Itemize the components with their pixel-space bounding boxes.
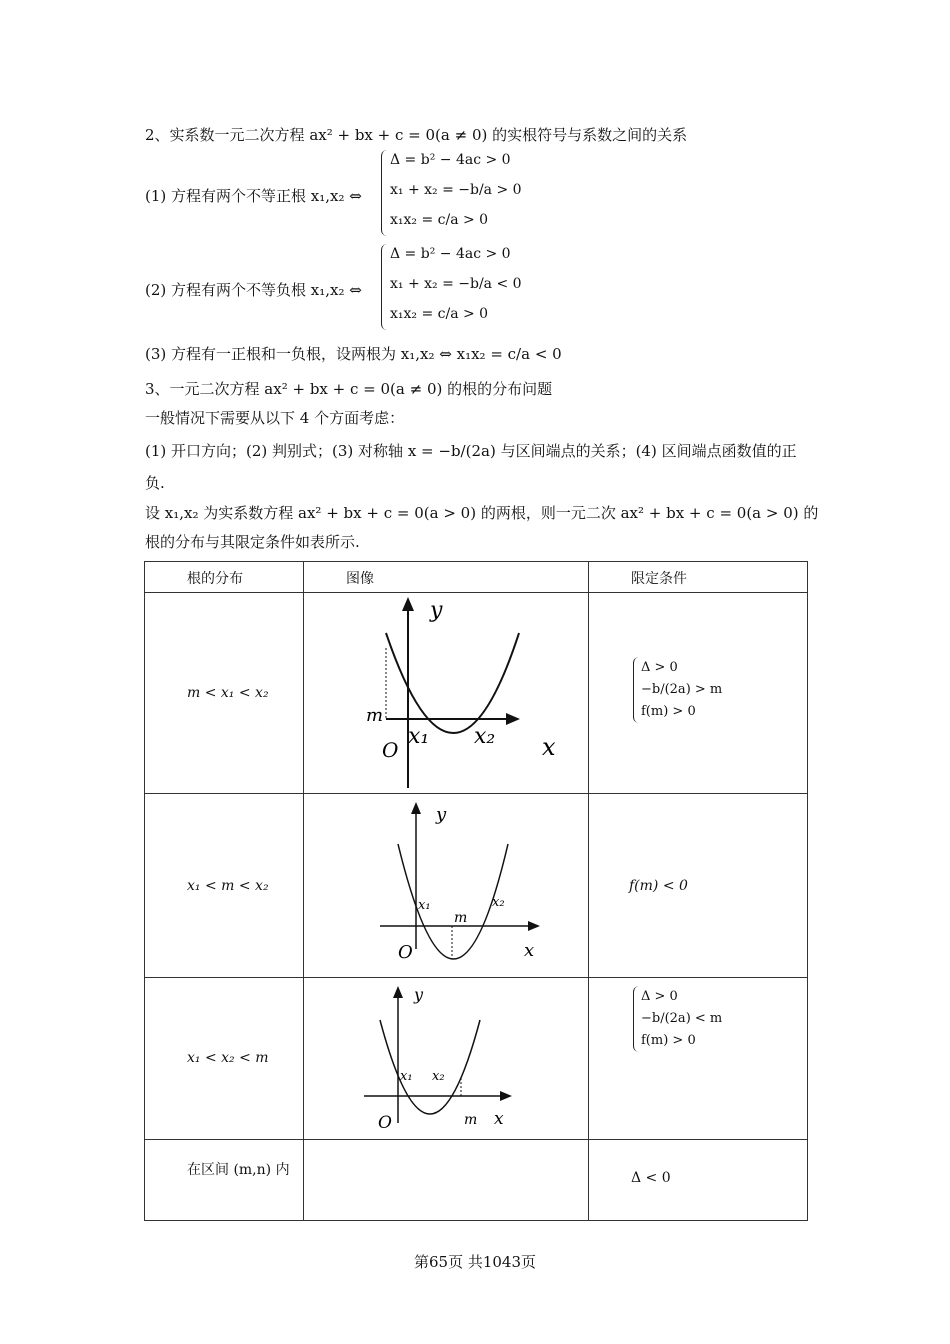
graph-cell [304,978,589,1140]
condition: f(m) > 0 [641,704,696,719]
row2-distribution: x₁ < m < x₂ [187,878,269,894]
m-label: m [366,705,384,726]
x1-label: x₁ [408,724,430,749]
case2-label: (2) 方程有两个不等负根 x₁,x₂ ⇔ [145,281,362,299]
origin-label: O [398,942,413,963]
x-axis-arrow [506,713,520,725]
condition: Δ > 0 [641,660,678,675]
graph-cell [304,794,589,978]
header-cell [145,562,304,593]
case2-condition: x₁ + x₂ = −b/a < 0 [390,276,522,292]
m-label: m [464,1112,478,1128]
row4-distribution: 在区间 (m,n) 内 [187,1162,290,1178]
x2-label: x₂ [432,1069,445,1084]
y-axis-arrow [402,597,414,611]
row1-conditions [641,657,722,723]
header-cell [589,562,808,593]
case1-brace [381,150,388,236]
table-row [145,1140,808,1221]
case1-conditions [390,150,522,230]
x-label: x [494,1109,504,1129]
x-label: x [542,733,556,761]
x2-label: x₂ [474,724,496,749]
graph-cell [304,1140,589,1221]
section3-heading: 3、一元二次方程 ax² + bx + c = 0(a ≠ 0) 的根的分布问题 [145,380,553,398]
case2-condition: x₁x₂ = c/a > 0 [390,306,489,322]
case2-conditions [390,244,522,324]
conditions-cell [589,593,808,794]
distribution-cell [145,593,304,794]
root-distribution-table [144,561,808,1221]
case1-condition: x₁ + x₂ = −b/a > 0 [390,182,522,198]
case1-label: (1) 方程有两个不等正根 x₁,x₂ ⇔ [145,187,362,205]
row4-condition: Δ < 0 [631,1170,671,1186]
x-axis-arrow [500,1091,512,1101]
header-distribution: 根的分布 [187,571,243,587]
x1-label: x₁ [400,1069,413,1084]
y-label: y [430,598,443,623]
condition: −b/(2a) < m [641,1011,723,1026]
row1-distribution: m < x₁ < x₂ [187,685,269,701]
page-footer: 第65页 共1043页 [413,1253,537,1271]
row1-graph [304,593,588,794]
case1-condition: x₁x₂ = c/a > 0 [390,212,489,228]
header-conditions: 限定条件 [631,571,687,587]
m-label: m [454,910,468,926]
y-label: y [436,804,447,825]
case1-condition: Δ = b² − 4ac > 0 [390,152,511,168]
conditions-cell [589,794,808,978]
origin-label: O [382,738,399,762]
distribution-cell [145,794,304,978]
row3-distribution: x₁ < x₂ < m [187,1050,269,1066]
y-axis-arrow [411,802,421,814]
table-row [145,593,808,794]
x2-label: x₂ [492,895,505,910]
x-axis-arrow [528,921,540,931]
graph-cell [304,593,589,794]
table-header-row [145,562,808,593]
case2-condition: Δ = b² − 4ac > 0 [390,246,511,262]
condition: f(m) > 0 [641,1033,696,1048]
table-row [145,978,808,1140]
y-label: y [414,985,424,1004]
y-axis-arrow [393,986,403,998]
header-cell [304,562,589,593]
condition: Δ > 0 [641,989,678,1004]
header-graph: 图像 [346,571,374,587]
row2-condition: f(m) < 0 [629,878,688,894]
section2-heading: 2、实系数一元二次方程 ax² + bx + c = 0(a ≠ 0) 的实根符号与系数之间的关系 [145,126,688,144]
section3-setup-line2: 根的分布与其限定条件如表所示. [145,533,360,551]
section3-setup-line1: 设 x₁,x₂ 为实系数方程 ax² + bx + c = 0(a > 0) 的两根，则一元二次 ax² + bx + c = 0(a > 0) 的 [145,504,819,522]
table-row [145,794,808,978]
row3-brace [633,986,639,1052]
parabola [380,1020,480,1114]
x-label: x [524,940,535,961]
row2-graph [304,794,588,978]
case2-brace [381,244,388,330]
row3-graph [304,978,588,1140]
section3-aspects-line1: (1) 开口方向；(2) 判别式；(3) 对称轴 x = −b/(2a) 与区间端点的关系；(4) 区间端点函数值的正 [145,442,797,460]
conditions-cell [589,978,808,1140]
origin-label: O [378,1113,392,1133]
row1-brace [633,657,639,723]
distribution-cell [145,978,304,1140]
x1-label: x₁ [418,898,431,913]
condition: −b/(2a) > m [641,682,723,697]
section3-aspects-line2: 负. [145,474,165,492]
case3-text: (3) 方程有一正根和一负根，设两根为 x₁,x₂ ⇔ x₁x₂ = c/a < 0 [145,345,562,363]
distribution-cell [145,1140,304,1221]
conditions-cell [589,1140,808,1221]
row3-conditions [641,986,722,1052]
section3-intro: 一般情况下需要从以下 4 个方面考虑： [145,409,405,427]
